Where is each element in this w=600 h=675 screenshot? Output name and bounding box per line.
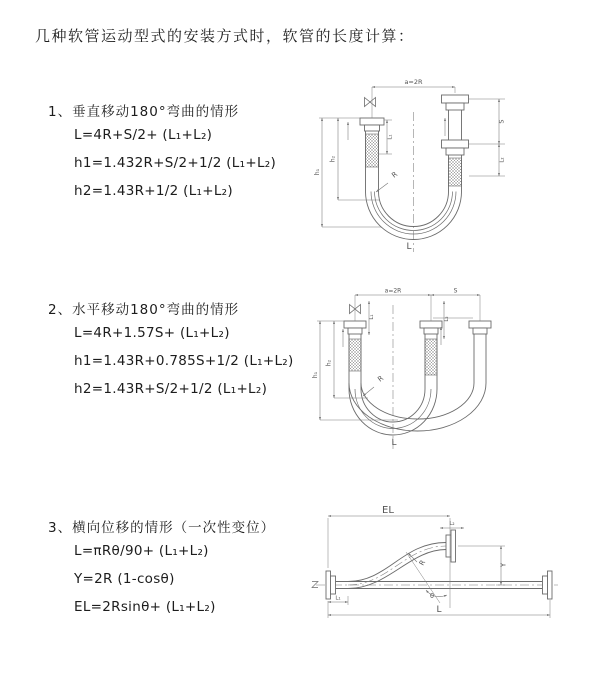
dim-label-h1: h₁ bbox=[314, 168, 321, 176]
flange bbox=[473, 328, 487, 334]
section-3 bbox=[48, 519, 275, 621]
dim-label-a2r: a=2R bbox=[404, 78, 423, 86]
flange bbox=[424, 328, 438, 334]
flange bbox=[348, 328, 362, 334]
hose-curve-wall bbox=[348, 543, 446, 582]
flange bbox=[469, 321, 491, 328]
flange bbox=[326, 571, 331, 599]
braid-section bbox=[366, 134, 379, 167]
section-2-heading: 2、水平移动180°弯曲的情形 bbox=[48, 302, 240, 318]
flange bbox=[442, 140, 469, 148]
theta-label: θ bbox=[430, 592, 434, 600]
dim-label-l: L bbox=[436, 605, 442, 615]
flange bbox=[331, 576, 336, 594]
dim-label-h1: h₁ bbox=[312, 371, 319, 379]
hose-moved-outer bbox=[349, 334, 486, 431]
dim-label-y: Y bbox=[499, 562, 508, 568]
length-label: L bbox=[406, 242, 412, 252]
braid-section bbox=[449, 158, 462, 186]
section-2 bbox=[48, 301, 294, 403]
diagram-horizontal-bend bbox=[310, 283, 570, 458]
centerline-break-mark bbox=[312, 582, 318, 588]
dim-label-l1: L₁ bbox=[369, 314, 375, 320]
page-title: 几种软管运动型式的安装方式时，软管的长度计算： bbox=[35, 27, 415, 45]
section-1 bbox=[48, 103, 276, 205]
flange bbox=[360, 118, 384, 125]
hose-curve-wall bbox=[348, 550, 446, 589]
formula: h1=1.43R+0.785S+1/2 (L₁+L₂) bbox=[74, 353, 294, 369]
section-1-heading: 1、垂直移动180°弯曲的情形 bbox=[48, 104, 240, 120]
braid-section bbox=[349, 339, 361, 371]
dim-label-h2: h₂ bbox=[329, 155, 337, 163]
formula: EL=2Rsinθ+ (L₁+L₂) bbox=[74, 599, 216, 615]
flange bbox=[365, 125, 380, 131]
formula: L=πRθ/90+ (L₁+L₂) bbox=[74, 543, 209, 559]
radius-leader bbox=[376, 183, 388, 192]
dim-label-l1: L₁ bbox=[387, 134, 394, 140]
formula: L=4R+1.57S+ (L₁+L₂) bbox=[74, 325, 230, 341]
dim-label-l1: L₁ bbox=[335, 595, 341, 602]
radius-label: R bbox=[376, 374, 386, 384]
radius-construction-line bbox=[406, 552, 440, 603]
valve-icon bbox=[365, 98, 376, 107]
flange bbox=[451, 530, 456, 562]
flange bbox=[446, 103, 464, 110]
braid-section bbox=[425, 339, 437, 375]
dim-label-a2r: a=2R bbox=[384, 287, 402, 295]
flange bbox=[442, 95, 469, 103]
flange bbox=[446, 148, 464, 155]
radius-leader bbox=[363, 387, 374, 396]
length-label: L bbox=[391, 438, 397, 448]
formula: h2=1.43R+1/2 (L₁+L₂) bbox=[74, 183, 233, 199]
diagram-vertical-bend bbox=[312, 72, 577, 262]
flange bbox=[344, 321, 366, 328]
formula: L=4R+S/2+ (L₁+L₂) bbox=[74, 127, 213, 143]
dim-label-l2: L₂ bbox=[449, 521, 455, 527]
flange bbox=[420, 321, 442, 328]
formula: Y=2R (1-cosθ) bbox=[74, 571, 175, 587]
dim-label-s: S bbox=[497, 119, 506, 124]
diagram-lateral-displacement bbox=[300, 502, 595, 632]
radius-label: R bbox=[417, 558, 428, 567]
flange bbox=[543, 576, 548, 594]
flange bbox=[548, 571, 553, 599]
dim-label-s: S bbox=[453, 287, 458, 295]
formula: h2=1.43R+S/2+1/2 (L₁+L₂) bbox=[74, 381, 268, 397]
dim-label-l2: L₂ bbox=[499, 157, 506, 163]
formula: h1=1.432R+S/2+1/2 (L₁+L₂) bbox=[74, 155, 277, 171]
dim-label-l2: L₂ bbox=[444, 316, 450, 322]
dim-label-el: EL bbox=[382, 505, 394, 516]
radius-label: R bbox=[390, 170, 400, 180]
dim-label-h2: h₂ bbox=[325, 359, 333, 367]
section-3-heading: 3、横向位移的情形（一次性变位） bbox=[48, 520, 276, 536]
